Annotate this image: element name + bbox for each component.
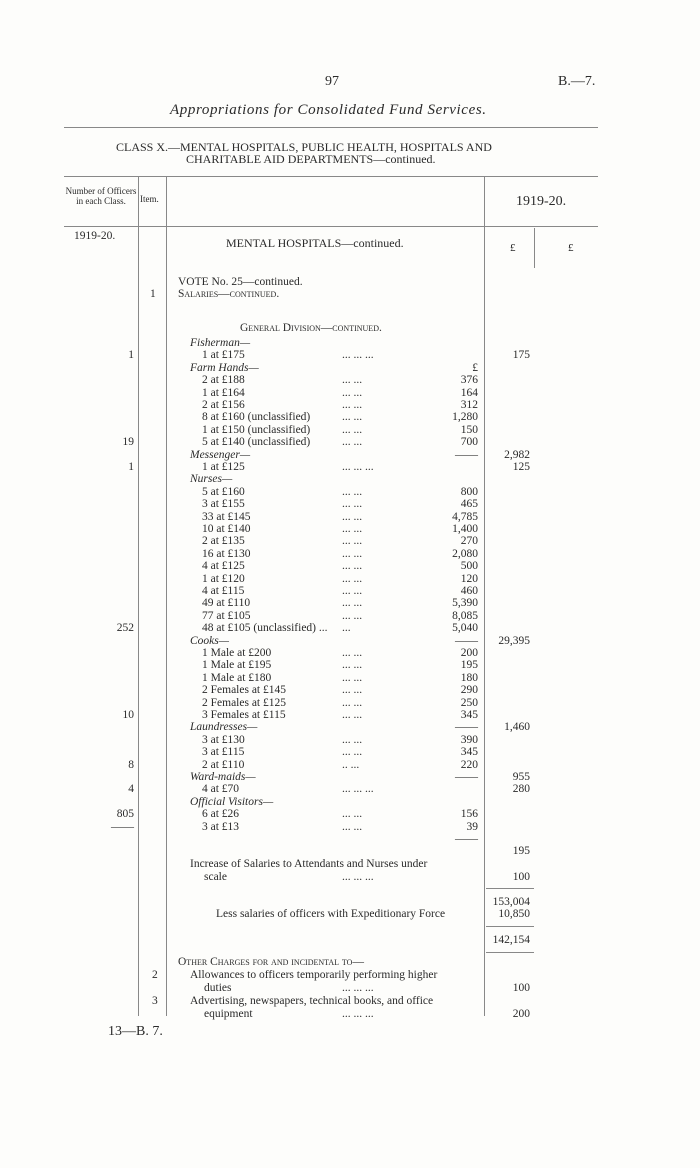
increase-line1: Increase of Salaries to Attendants and Nurses under: [190, 858, 428, 870]
leader-dots: ... ...: [342, 597, 363, 610]
officer-count: 8: [128, 758, 134, 771]
leader-dots: ... ...: [342, 535, 363, 548]
row-amount: 345: [460, 746, 478, 759]
row-label: 49 at £110: [202, 597, 251, 610]
row-amount: 460: [460, 585, 478, 597]
leader-dots: ... ...: [342, 696, 363, 709]
leader-dots: ... ...: [342, 560, 363, 573]
row-amount: 500: [460, 560, 478, 573]
leader-dots: ... ...: [342, 547, 363, 560]
officer-count: 1: [128, 349, 134, 362]
header-rule: [64, 127, 598, 128]
other-charge-line2: duties: [204, 982, 232, 994]
row-label: 6 at £26: [202, 808, 240, 821]
column-divider-subyear: [534, 228, 535, 268]
row-label: 2 at £188: [202, 374, 245, 387]
officer-count: 252: [116, 622, 134, 635]
table-header-rule: [64, 226, 598, 227]
row-total: 29,395: [498, 634, 530, 647]
other-charge-line1: Advertising, newspapers, technical books, and office: [190, 995, 434, 1007]
header-officers: Number of Officers in each Class.: [65, 186, 137, 206]
row-total: 2,982: [504, 448, 530, 461]
leader-dots: ... ...: [342, 585, 363, 597]
subheader-year: 1919-20.: [74, 230, 116, 242]
class-title-line1: CLASS X.—MENTAL HOSPITALS, PUBLIC HEALTH, HOSPITALS AND: [116, 140, 492, 154]
leader-dots: ... ...: [342, 411, 363, 424]
leader-dots: ... ... ...: [342, 982, 374, 994]
total-rule: [486, 952, 534, 953]
leader-dots: ... ... ...: [342, 461, 374, 473]
row-amount: 1,400: [452, 523, 478, 535]
row-amount: ——: [455, 833, 478, 845]
row-amount: £: [472, 361, 478, 374]
row-amount: ——: [455, 771, 478, 783]
officer-count: 1: [128, 461, 134, 473]
column-divider-item: [166, 176, 167, 1016]
class-title-line2: CHARITABLE AID DEPARTMENTS—continued.: [186, 152, 436, 166]
leader-dots: ... ...: [342, 436, 363, 449]
increase-line2: scale: [204, 871, 227, 883]
row-label: 1 at £120: [202, 572, 245, 585]
running-title: Appropriations for Consolidated Fund Services.: [170, 102, 487, 118]
row-label: 5 at £140 (unclassified): [202, 436, 311, 449]
row-total: 175: [512, 349, 530, 362]
row-label: 8 at £160 (unclassified): [202, 411, 311, 424]
row-amount: 800: [460, 485, 478, 498]
row-amount: ——: [455, 634, 478, 647]
footer-signature: 13—B. 7.: [108, 1024, 163, 1039]
leader-dots: ... ...: [342, 684, 363, 697]
less-amount: 10,850: [498, 908, 530, 920]
leader-dots: ... ... ...: [342, 783, 374, 796]
leader-dots: ... ... ...: [342, 349, 374, 362]
row-amount: 250: [460, 696, 478, 709]
row-label: 2 Females at £145: [202, 684, 286, 697]
row-label: 2 Females at £125: [202, 696, 286, 709]
row-label: 4 at £125: [202, 560, 245, 573]
row-label: 1 Male at £195: [202, 659, 272, 672]
row-label: 5 at £160: [202, 485, 245, 498]
row-amount: 465: [460, 498, 478, 511]
leader-dots: ... ...: [342, 609, 363, 622]
row-amount: 390: [460, 733, 478, 746]
leader-dots: .. ...: [342, 758, 360, 771]
header-year: 1919-20.: [516, 194, 567, 209]
row-amount: 39: [466, 820, 478, 833]
other-charge-line2: equipment: [204, 1008, 253, 1020]
leader-dots: ... ... ...: [342, 871, 374, 883]
column-divider-officers: [138, 176, 139, 1016]
other-charge-total: 100: [512, 982, 530, 994]
column-divider-amount: [484, 176, 485, 1016]
row-amount: 1,280: [452, 411, 478, 424]
net-total: 142,154: [492, 934, 530, 946]
pound-sign: £: [568, 242, 574, 254]
row-label: 16 at £130: [202, 547, 251, 560]
row-amount: 200: [460, 647, 478, 659]
leader-dots: ... ...: [342, 423, 363, 436]
row-label: 3 Females at £115: [202, 709, 286, 721]
row-label: 4 at £115: [202, 585, 245, 597]
increase-total: 100: [512, 871, 530, 883]
document-reference: B.—7.: [558, 74, 596, 89]
row-amount: 270: [460, 535, 478, 548]
pound-sign: £: [510, 242, 516, 254]
leader-dots: ... ...: [342, 399, 363, 411]
row-label: 1 at £150 (unclassified): [202, 423, 311, 436]
total-rule: [486, 888, 534, 889]
other-charges-heading: Other Charges for and incidental to—: [178, 956, 364, 968]
row-amount: 5,390: [452, 597, 478, 610]
row-label: 33 at £145: [202, 510, 251, 523]
row-total: 1,460: [504, 721, 530, 734]
leader-dots: ... ...: [342, 647, 363, 659]
category-label: Nurses—: [190, 473, 233, 486]
vote-heading: VOTE No. 25—continued.: [178, 276, 303, 288]
category-label: Farm Hands—: [190, 361, 259, 374]
item-number: 2: [152, 969, 158, 981]
row-label: 1 Male at £200: [202, 647, 272, 659]
row-label: 3 at £115: [202, 746, 245, 759]
row-amount: 5,040: [452, 622, 478, 635]
vote-item-number: 1: [150, 288, 156, 300]
row-label: 1 at £175: [202, 349, 245, 362]
row-amount: 156: [460, 808, 478, 821]
row-amount: 290: [460, 684, 478, 697]
division-heading: General Division—continued.: [240, 322, 382, 334]
page-number: 97: [325, 74, 339, 89]
row-amount: 150: [460, 423, 478, 436]
row-amount: 376: [460, 374, 478, 387]
row-total: 955: [512, 771, 530, 783]
officer-count: 10: [122, 709, 134, 721]
officer-count: 4: [128, 783, 134, 796]
row-amount: 220: [460, 758, 478, 771]
row-label: 1 at £164: [202, 386, 245, 399]
row-label: 77 at £105: [202, 609, 251, 622]
row-total: 280: [512, 783, 530, 796]
row-label: 48 at £105 (unclassified) ...: [202, 622, 328, 635]
leader-dots: ... ...: [342, 733, 363, 746]
row-label: 1 at £125: [202, 461, 245, 473]
salaries-heading: Salaries—continued.: [178, 288, 280, 300]
row-label: 3 at £13: [202, 820, 240, 833]
row-amount: 312: [460, 399, 478, 411]
leader-dots: ... ...: [342, 709, 363, 721]
row-amount: ——: [455, 721, 478, 734]
row-amount: 180: [460, 671, 478, 684]
leader-dots: ... ...: [342, 498, 363, 511]
category-label: Cooks—: [190, 634, 229, 647]
row-amount: 345: [460, 709, 478, 721]
leader-dots: ... ...: [342, 820, 363, 833]
officer-count: 805: [116, 808, 134, 821]
row-label: 4 at £70: [202, 783, 240, 796]
leader-dots: ... ...: [342, 523, 363, 535]
category-label: Ward-maids—: [190, 771, 256, 783]
row-amount: ——: [455, 448, 478, 461]
row-label: 3 at £155: [202, 498, 245, 511]
table-top-rule: [64, 176, 598, 177]
subtotal: 153,004: [492, 896, 530, 908]
leader-dots: ... ...: [342, 808, 363, 821]
category-label: Messenger—: [190, 448, 251, 461]
row-amount: 4,785: [452, 510, 478, 523]
row-amount: 120: [460, 572, 478, 585]
row-amount: 700: [460, 436, 478, 449]
leader-dots: ... ...: [342, 374, 363, 387]
row-amount: 195: [460, 659, 478, 672]
leader-dots: ... ...: [342, 671, 363, 684]
leader-dots: ...: [342, 622, 351, 635]
leader-dots: ... ...: [342, 572, 363, 585]
leader-dots: ... ... ...: [342, 1008, 374, 1020]
other-charge-line1: Allowances to officers temporarily performing higher: [190, 969, 438, 981]
category-label: Official Visitors—: [190, 795, 274, 808]
item-number: 3: [152, 995, 158, 1007]
row-amount: 8,085: [452, 609, 478, 622]
row-amount: 2,080: [452, 547, 478, 560]
other-charge-total: 200: [512, 1008, 530, 1020]
header-item: Item.: [140, 194, 159, 204]
leader-dots: ... ...: [342, 510, 363, 523]
row-total: 195: [512, 845, 530, 858]
leader-dots: ... ...: [342, 746, 363, 759]
leader-dots: ... ...: [342, 386, 363, 399]
row-label: 1 Male at £180: [202, 671, 272, 684]
category-label: Fisherman—: [190, 337, 251, 349]
row-total: 125: [512, 461, 530, 473]
section-heading: MENTAL HOSPITALS—continued.: [226, 236, 404, 250]
less-label: Less salaries of officers with Expeditionary Force: [216, 908, 446, 920]
officer-count: ——: [111, 820, 134, 833]
row-label: 10 at £140: [202, 523, 251, 535]
row-label: 3 at £130: [202, 733, 245, 746]
category-label: Laundresses—: [190, 721, 258, 734]
row-amount: 164: [460, 386, 478, 399]
row-label: 2 at £110: [202, 758, 245, 771]
total-rule: [486, 926, 534, 927]
officer-count: 19: [122, 436, 134, 449]
leader-dots: ... ...: [342, 485, 363, 498]
row-label: 2 at £156: [202, 399, 245, 411]
leader-dots: ... ...: [342, 659, 363, 672]
row-label: 2 at £135: [202, 535, 245, 548]
